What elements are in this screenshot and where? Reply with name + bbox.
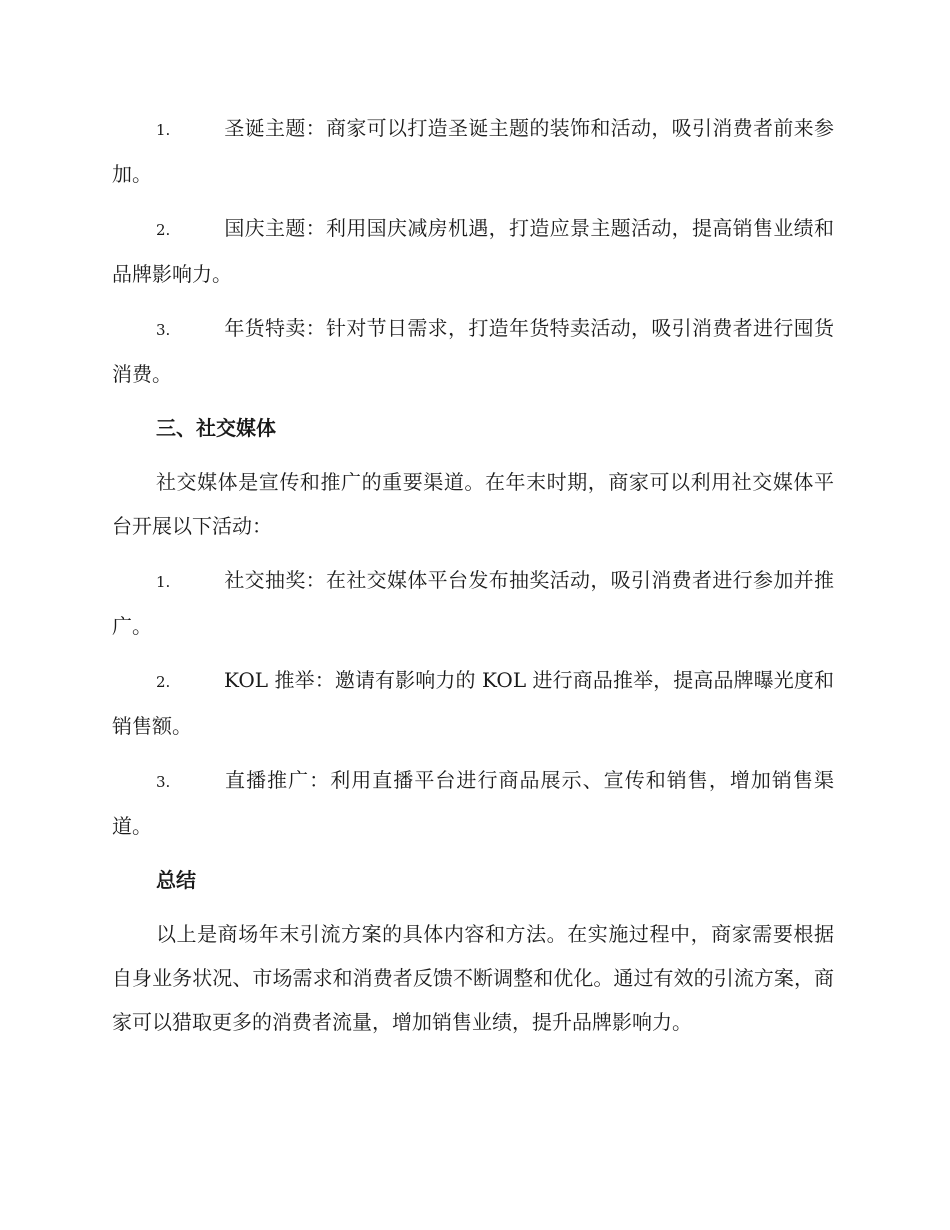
list-text: 圣诞主题：商家可以打造圣诞主题的装饰和活动，吸引消费者前来参加。 [112, 116, 834, 186]
list-number: 2. [156, 221, 171, 239]
summary-paragraph: 以上是商场年末引流方案的具体内容和方法。在实施过程中，商家需要根据自身业务状况、市场需求和消费者反馈不断调整和优化。通过有效的引流方案，商家可以猎取更多的消费者流量，增加销售业绩，提升品牌影响力。 [112, 922, 834, 1034]
list-item [112, 658, 834, 748]
list-text: 国庆主题：利用国庆减房机遇，打造应景主题活动，提高销售业绩和品牌影响力。 [112, 216, 834, 286]
list-number: 1. [156, 121, 171, 139]
section-heading: 三、社交媒体 [156, 416, 276, 440]
list-item [112, 206, 834, 296]
list-item [112, 106, 834, 196]
list-number: 3. [156, 773, 171, 791]
section-intro: 社交媒体是宣传和推广的重要渠道。在年末时期，商家可以利用社交媒体平台开展以下活动： [112, 470, 834, 538]
list-text: 社交抽奖：在社交媒体平台发布抽奖活动，吸引消费者进行参加并推广。 [112, 568, 834, 638]
list-item [112, 558, 834, 648]
summary-heading: 总结 [156, 868, 196, 892]
list-text: KOL 推举：邀请有影响力的 KOL 进行商品推举，提高品牌曝光度和销售额。 [112, 668, 834, 738]
list-text: 年货特卖：针对节日需求，打造年货特卖活动，吸引消费者进行囤货消费。 [112, 316, 834, 386]
list-item [112, 758, 834, 848]
list-number: 2. [156, 673, 171, 691]
list-number: 3. [156, 321, 171, 339]
list-number: 1. [156, 573, 171, 591]
list-item [112, 306, 834, 396]
document-page [112, 106, 834, 1054]
list-text: 直播推广：利用直播平台进行商品展示、宣传和销售，增加销售渠道。 [112, 768, 834, 838]
